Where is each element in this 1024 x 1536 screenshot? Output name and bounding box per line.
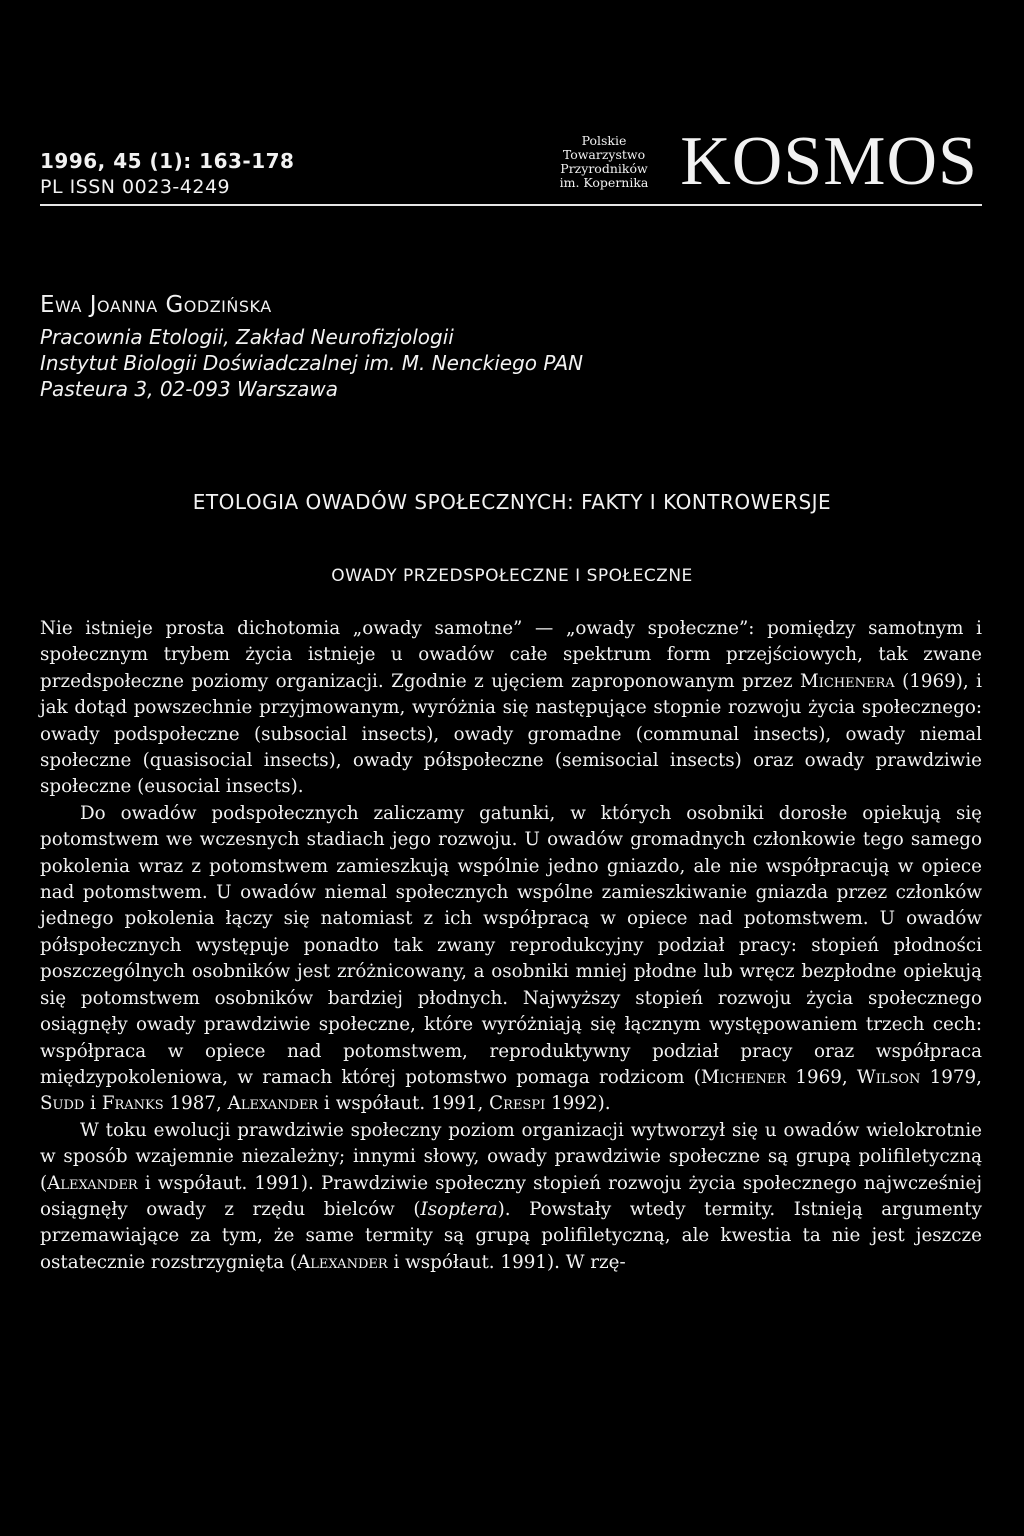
text-run: i współaut. 1991, [318,1093,490,1115]
body-text [40,616,982,1276]
author-citation: Wilson [856,1066,921,1088]
author-citation: Alexander [47,1172,138,1194]
text-run: Nie istnieje prosta dichotomia „owady samotne” — „owady społeczne”: pomiędzy samotnym i społecznym trybem życia istnieje u owadów całe spektrum form przejściowych, tak zwane przedspołeczne poziomy organizacji. Zgodnie z ujęciem zaproponowanym przez [40,618,982,692]
society-name [544,134,664,190]
text-run: i [84,1093,102,1115]
author-citation: Michenera [800,670,895,692]
author-citation: Sudd [40,1093,85,1115]
affiliation-line: Instytut Biologii Doświadczalnej im. M. Nenckiego PAN [40,351,584,375]
text-run: Do owadów podspołecznych zaliczamy gatunki, w których osobniki dorosłe opiekują się potomstwem we wczesnych stadiach jego rozwoju. U owadów gromadnych członkowie tego samego pokolenia wraz z potomstwem zamieszkują wspólnie jedno gniazdo, ale nie współpracują w opiece nad potomstwem. U owadów niemal społecznych wspólne zamieszkiwanie gniazda przez członków jednego pokolenia łączy się natomiast z ich współpracą w opiece nad potomstwem. U owadów półspołecznych występuje ponadto tak zwany reprodukcyjny podział pracy: stopień płodności poszczególnych osobników jest zróżnicowany, a osobniki mniej płodne lub wręcz bezpłodne opiekują się potomstwem osobników bardziej płodnych. Najwyższy stopień rozwoju życia społecznego osiągnęły owady prawdziwie społeczne, które wyróżniają się łącznym występowaniem trzech cech: współpraca w opiece nad potomstwem, reproduktywny podział pracy oraz współpraca międzypokoleniowa, w ramach której potomstwo pomaga rodzicom ( [40,802,982,1088]
author-name: Ewa Joanna Godzińska [40,292,272,318]
issn-info: PL ISSN 0023-4249 [40,176,231,198]
journal-header [40,120,982,206]
journal-title: KOSMOS [680,123,978,200]
section-heading: OWADY PRZEDSPOŁECZNE I SPOŁECZNE [331,566,693,586]
text-run: 1987, [163,1093,228,1115]
text-run: 1969, [786,1066,857,1088]
society-line: Polskie [581,133,627,148]
author-citation: Michener [700,1066,787,1088]
citation-block [40,148,294,200]
society-line: Towarzystwo [562,147,646,162]
text-run: i współaut. 1991). W rzę- [387,1251,626,1273]
text-run: i współaut. 1991). Prawdziwie społeczny stopień rozwoju życia społecznego najwcześniej osiągnęły owady z rzędu bielców ( [40,1172,982,1220]
text-run: 1992). [545,1093,611,1115]
author-block [40,292,583,402]
affiliation-line: Pasteura 3, 02-093 Warszawa [40,377,338,401]
paragraph [40,1118,982,1276]
author-citation: Franks [101,1093,164,1115]
text-run: (1969), i jak dotąd powszechnie przyjmowanym, wyróżnia się następujące stopnie rozwoju życia społecznego: owady podspołeczne (subsocial insects), owady gromadne (communal insects), owady niemal społeczne (quasisocial insects), owady półspołeczne (semisocial insects) oraz owady prawdziwie społeczne (eusocial insects). [40,670,982,798]
author-citation: Crespi [489,1093,546,1115]
paragraph [40,801,982,1118]
article-title: ETOLOGIA OWADÓW SPOŁECZNYCH: FAKTY I KONTROWERSJE [192,490,832,514]
author-citation: Alexander [227,1093,319,1115]
paragraph [40,616,982,801]
taxon-name: Isoptera [420,1198,498,1220]
text-run: 1979, [920,1066,982,1088]
text-run: W toku ewolucji prawdziwie społeczny poziom organizacji wytworzył się u owadów wielokrotnie w sposób wzajemnie niezależny; innymi słowy, owady prawdziwie społeczne są grupą polifiletyczną ( [40,1119,982,1194]
society-line: Przyrodników [560,161,648,176]
author-citation: Alexander [297,1251,388,1273]
text-run: ). Powstały wtedy termity. Istnieją argumenty przemawiające za tym, że same termity są grupą polifiletyczną, ale kwestia ta nie jest jeszcze ostatecznie rozstrzygnięta ( [40,1198,982,1273]
affiliation-line: Pracownia Etologii, Zakład Neurofizjologii [40,325,454,349]
volume-info: 1996, 45 (1): 163-178 [40,149,295,173]
society-line: im. Kopernika [559,175,649,190]
